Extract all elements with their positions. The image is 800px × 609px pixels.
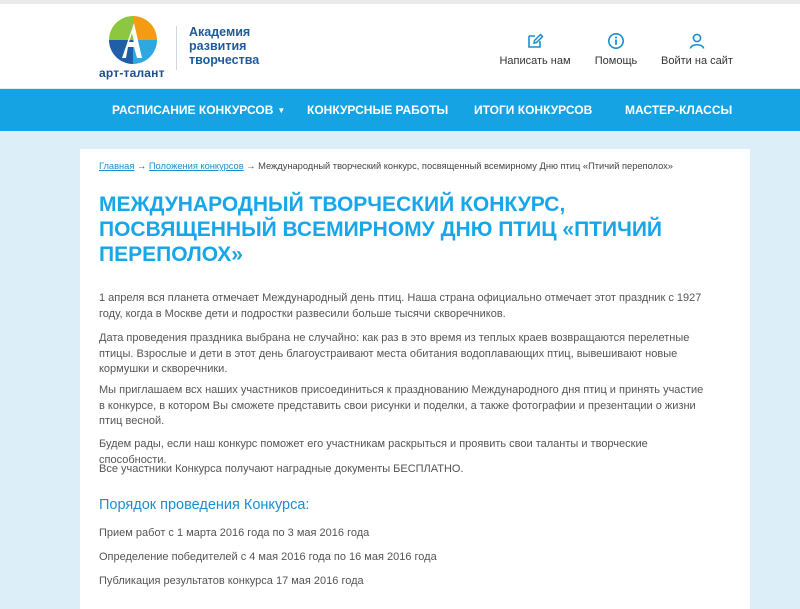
chevron-down-icon: ▼ — [277, 106, 286, 115]
help-label: Помощь — [594, 55, 638, 67]
schedule-item: Публикация результатов конкурса 17 мая 2016 года — [99, 575, 364, 587]
write-us-link[interactable] — [498, 32, 572, 67]
page-title: МЕЖДУНАРОДНЫЙ ТВОРЧЕСКИЙ КОНКУРС, ПОСВЯЩЕННЫЙ ВСЕМИРНОМУ ДНЮ ПТИЦ «ПТИЧИЙ ПЕРЕПОЛОХ» — [99, 193, 663, 266]
breadcrumb-separator: → — [134, 161, 149, 171]
nav-contest-works-label: КОНКУРСНЫЕ РАБОТЫ — [307, 103, 449, 117]
logo-text[interactable]: арт-талант — [99, 66, 165, 80]
breadcrumb-home-link[interactable]: Главная — [99, 161, 135, 171]
logo-divider — [176, 26, 177, 70]
content-card — [80, 149, 750, 609]
section-title: Порядок проведения Конкурса: — [99, 497, 310, 513]
help-link[interactable] — [589, 32, 643, 67]
nav-contest-schedule[interactable] — [112, 89, 285, 131]
breadcrumb-separator: → — [243, 161, 259, 171]
nav-master-classes-label: МАСТЕР-КЛАССЫ — [625, 103, 733, 117]
nav-master-classes[interactable] — [625, 89, 732, 131]
nav-contest-results-label: ИТОГИ КОНКУРСОВ — [474, 103, 593, 117]
breadcrumb-section-link[interactable]: Положения конкурсов — [148, 161, 244, 171]
paragraph-4: Будем рады, если наш конкурс поможет его участникам раскрыться и проявить свои таланты и творческие способности. — [99, 438, 648, 466]
academy-line-1: Академия — [189, 25, 251, 39]
paragraph-1: 1 апреля вся планета отмечает Международный день птиц. Наша страна официально отмечает этот праздник с 1927 году, когда в Москве дети и подростки развесили больше тысячи скворечников. — [99, 292, 702, 320]
breadcrumb — [99, 161, 673, 171]
nav-contest-schedule-label: РАСПИСАНИЕ КОНКУРСОВ — [112, 103, 274, 117]
paragraph-5: Все участники Конкурса получают наградные документы БЕСПЛАТНО. — [99, 463, 464, 475]
main-nav — [0, 89, 800, 131]
login-label: Войти на сайт — [661, 55, 733, 67]
schedule-item: Определение победителей с 4 мая 2016 года по 16 мая 2016 года — [99, 551, 437, 563]
site-header — [0, 4, 800, 88]
academy-line-2: развития — [189, 39, 247, 53]
logo-icon[interactable] — [104, 14, 162, 66]
edit-icon — [526, 32, 544, 50]
login-link[interactable] — [660, 32, 734, 67]
paragraph-3: Мы приглашаем всх наших участников присоединиться к празднованию Международного дня птиц и принять участие в конкурсе, в котором Вы сможете представить свои рисунки и поделки, а также фотографии и презентации о жизни птиц весной. — [99, 384, 704, 427]
breadcrumb-current: Международный творческий конкурс, посвященный всемирному Дню птиц «Птичий переполох» — [258, 161, 673, 171]
academy-line-3: творчества — [189, 53, 260, 67]
schedule-item: Прием работ с 1 марта 2016 года по 3 мая 2016 года — [99, 527, 370, 539]
user-icon — [688, 32, 706, 50]
write-us-label: Написать нам — [499, 55, 571, 67]
paragraph-2: Дата проведения праздника выбрана не случайно: как раз в это время из теплых краев возвращаются перелетные птицы. Взрослые и дети в этот день благоустраивают места обитания водоплавающих птиц, вывешивают новые кормушки и скворечники. — [99, 332, 690, 375]
nav-contest-works[interactable] — [307, 89, 448, 131]
academy-tagline — [189, 25, 259, 67]
nav-contest-results[interactable] — [474, 89, 592, 131]
info-icon — [607, 32, 625, 50]
